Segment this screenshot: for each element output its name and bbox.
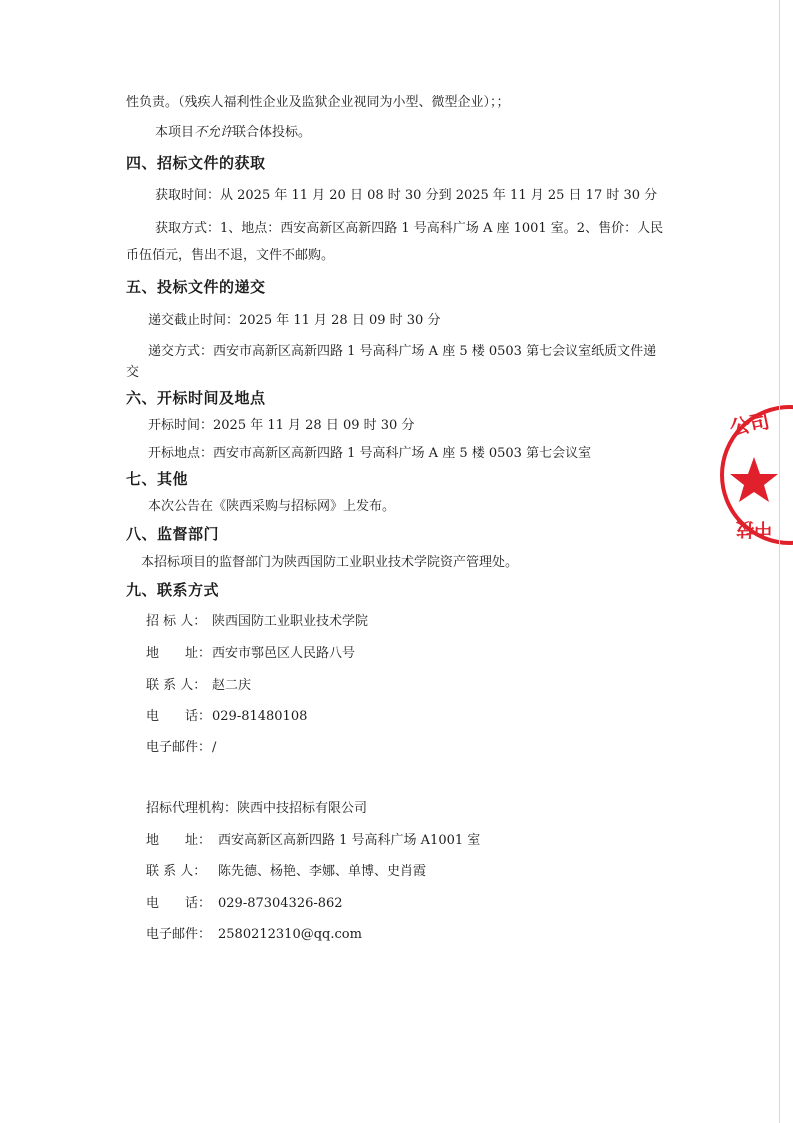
section-9-heading: 九、联系方式 xyxy=(126,581,220,599)
section-7-text: 本次公告在《陕西采购与招标网》上发布。 xyxy=(148,499,396,514)
star-icon xyxy=(730,457,778,502)
section-4-method-cont: 币伍佰元，售出不退，文件不邮购。 xyxy=(126,248,335,263)
section-8-heading: 八、监督部门 xyxy=(126,525,220,543)
buyer-contact-label: 联 系 人： xyxy=(146,678,207,693)
seal-text-lower: 中技 xyxy=(736,518,772,539)
section-7-heading: 七、其他 xyxy=(126,470,189,488)
agency-address-row xyxy=(146,831,480,851)
agency-name-row xyxy=(146,799,367,819)
buyer-contact-value: 赵二庆 xyxy=(212,678,252,693)
page-edge-divider xyxy=(779,0,780,1123)
section-6-place: 开标地点：西安市高新区高新四路 1 号高科广场 A 座 5 楼 0503 第七会议室 xyxy=(148,446,592,461)
buyer-address-row xyxy=(146,644,355,664)
agency-contact-label: 联 系 人： xyxy=(146,864,207,879)
agency-address-label: 地 址： xyxy=(146,833,212,848)
paragraph-sme-note: 性负责。（残疾人福利性企业及监狱企业视同为小型、微型企业）；； xyxy=(126,95,510,110)
agency-name-value: 陕西中技招标有限公司 xyxy=(237,801,368,816)
agency-email-label: 电子邮件： xyxy=(146,927,212,942)
agency-email-value: 2580212310@qq.com xyxy=(218,927,362,942)
agency-phone-label: 电 话： xyxy=(146,896,212,911)
agency-phone-row xyxy=(146,894,343,914)
agency-phone-value: 029-87304326-862 xyxy=(218,896,343,911)
buyer-phone-label: 电 话： xyxy=(146,709,212,724)
section-5-method-cont: 交 xyxy=(126,365,140,380)
buyer-address-label: 地 址： xyxy=(146,646,212,661)
section-5-deadline: 递交截止时间：2025 年 11 月 28 日 09 时 30 分 xyxy=(148,313,441,328)
consortium-emphasis: 不允许 xyxy=(194,125,234,140)
agency-contact-value: 陈先德、杨艳、李娜、单博、史肖霞 xyxy=(218,864,427,879)
buyer-address-value: 西安市鄠邑区人民路八号 xyxy=(212,646,356,661)
agency-name-label: 招标代理机构： xyxy=(146,801,238,816)
buyer-contact-row xyxy=(146,676,251,696)
buyer-phone-row xyxy=(146,707,307,727)
section-4-method: 获取方式：1、地点：西安高新区高新四路 1 号高科广场 A 座 1001 室。2、售价：人民 xyxy=(155,221,664,236)
buyer-name-label: 招 标 人： xyxy=(146,614,207,629)
section-6-heading: 六、开标时间及地点 xyxy=(126,389,266,407)
section-4-time: 获取时间：从 2025 年 11 月 20 日 08 时 30 分到 2025 年 11 月 25 日 17 时 30 分 xyxy=(155,188,658,203)
seal-text-upper: 公司 xyxy=(727,408,772,441)
consortium-pre: 本项目 xyxy=(155,125,195,140)
agency-email-row xyxy=(146,925,362,945)
buyer-name-row xyxy=(146,612,368,632)
consortium-post: 联合体投标。 xyxy=(233,125,312,140)
buyer-phone-value: 029-81480108 xyxy=(212,709,308,724)
section-4-heading: 四、招标文件的获取 xyxy=(126,154,266,172)
section-5-heading: 五、投标文件的递交 xyxy=(126,278,266,296)
agency-contact-row xyxy=(146,862,426,882)
section-8-text: 本招标项目的监督部门为陕西国防工业职业技术学院资产管理处。 xyxy=(141,555,519,570)
buyer-email-row xyxy=(146,738,216,758)
agency-address-value: 西安高新区高新四路 1 号高科广场 A1001 室 xyxy=(218,833,481,848)
section-5-method: 递交方式：西安市高新区高新四路 1 号高科广场 A 座 5 楼 0503 第七会议室纸质文件递 xyxy=(148,344,657,359)
section-6-time: 开标时间：2025 年 11 月 28 日 09 时 30 分 xyxy=(148,418,415,433)
buyer-email-label: 电子邮件： xyxy=(146,740,212,755)
buyer-name-value: 陕西国防工业职业技术学院 xyxy=(212,614,369,629)
buyer-email-value: / xyxy=(212,740,217,755)
paragraph-consortium xyxy=(155,123,311,143)
company-seal xyxy=(712,395,793,555)
